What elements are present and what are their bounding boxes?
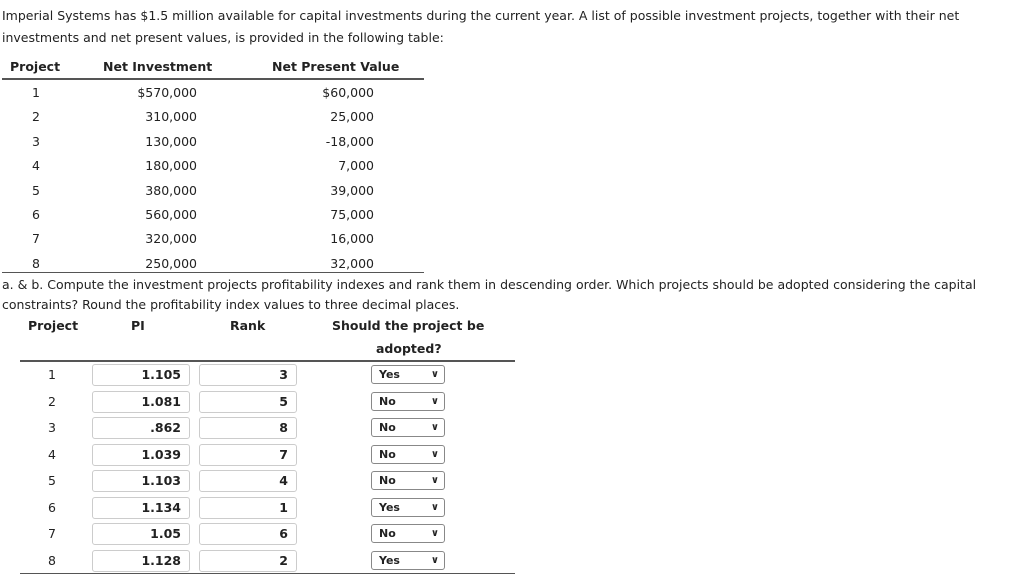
project-number: 8 [48, 552, 56, 568]
pi-input[interactable]: 1.103 [92, 470, 190, 492]
project-number: 8 [32, 255, 40, 271]
net-present-value: 75,000 [330, 207, 374, 222]
project-number: 1 [32, 85, 40, 100]
rank-input[interactable]: 8 [199, 417, 297, 439]
header-project: Project [10, 59, 61, 74]
net-present-value: 16,000 [330, 231, 374, 247]
project-number: 5 [32, 182, 40, 198]
pi-input[interactable]: 1.081 [92, 391, 190, 413]
net-present-value: $60,000 [322, 85, 374, 100]
adopt-select[interactable]: Yes ∨ [371, 551, 445, 570]
net-present-value: 39,000 [330, 182, 374, 198]
net-present-value: 7,000 [338, 158, 374, 174]
rank-input[interactable]: 1 [199, 497, 297, 519]
rank-input[interactable]: 4 [199, 470, 297, 492]
chevron-down-icon: ∨ [430, 528, 439, 539]
header-rank: Rank [230, 318, 266, 333]
question-text: a. & b. Compute the investment projects profitability indexes and rank them in descending order. Which projects should be adopted considering the capital constraints? Round the profitability index values to three decimal places. [2, 277, 977, 312]
adopt-select[interactable]: No ∨ [371, 471, 445, 490]
header-divider [20, 360, 515, 362]
project-number: 6 [48, 499, 56, 515]
intro-text: Imperial Systems has $1.5 million available for capital investments during the current year. A list of possible investment projects, together with their net investments and net present values, is provided in the following table: [2, 8, 960, 45]
chevron-down-icon: ∨ [430, 369, 439, 380]
project-number: 7 [32, 231, 40, 247]
table-bottom-divider [20, 573, 515, 574]
rank-input[interactable]: 2 [199, 550, 297, 572]
project-number: 6 [32, 207, 40, 222]
pi-input[interactable]: 1.134 [92, 497, 190, 519]
pi-input[interactable]: 1.05 [92, 523, 190, 545]
header-adopt: Should the project be [332, 318, 485, 333]
project-number: 1 [48, 367, 56, 382]
project-number: 3 [48, 420, 56, 435]
project-number: 4 [48, 446, 56, 462]
adopt-select[interactable]: No ∨ [371, 524, 445, 543]
chevron-down-icon: ∨ [430, 475, 439, 486]
chevron-down-icon: ∨ [430, 422, 439, 433]
chevron-down-icon: ∨ [430, 395, 439, 407]
adopt-select[interactable]: No ∨ [371, 392, 445, 411]
header-net-investment: Net Investment [103, 59, 213, 74]
project-number: 4 [32, 158, 40, 174]
pi-input[interactable]: 1.128 [92, 550, 190, 572]
net-investment: 130,000 [145, 133, 197, 149]
project-number: 5 [48, 473, 56, 488]
header-npv: Net Present Value [272, 59, 400, 74]
project-number: 3 [32, 133, 40, 149]
pi-input[interactable]: 1.105 [92, 364, 190, 386]
adopt-select[interactable]: Yes ∨ [371, 498, 445, 517]
chevron-down-icon: ∨ [430, 501, 439, 513]
adopt-select[interactable]: No ∨ [371, 445, 445, 464]
chevron-down-icon: ∨ [430, 448, 439, 460]
chevron-down-icon: ∨ [430, 554, 439, 566]
net-investment: 560,000 [145, 207, 197, 222]
pi-input[interactable]: 1.039 [92, 444, 190, 466]
header-adopt-2: adopted? [376, 341, 442, 356]
rank-input[interactable]: 5 [199, 391, 297, 413]
net-present-value: -18,000 [325, 133, 374, 149]
adopt-select[interactable]: No ∨ [371, 418, 445, 437]
rank-input[interactable]: 6 [199, 523, 297, 545]
header-pi: PI [131, 318, 145, 333]
net-present-value: 25,000 [330, 109, 374, 125]
net-investment: 380,000 [145, 182, 197, 198]
net-investment: 310,000 [145, 109, 197, 125]
net-investment: 180,000 [145, 158, 197, 174]
pi-input[interactable]: .862 [92, 417, 190, 439]
net-investment: $570,000 [137, 85, 197, 100]
rank-input[interactable]: 3 [199, 364, 297, 386]
project-number: 2 [32, 109, 40, 125]
project-number: 7 [48, 526, 56, 541]
net-investment: 320,000 [145, 231, 197, 247]
adopt-select[interactable]: Yes ∨ [371, 365, 445, 384]
header-project: Project [28, 318, 79, 333]
project-number: 2 [48, 393, 56, 409]
rank-input[interactable]: 7 [199, 444, 297, 466]
net-present-value: 32,000 [330, 255, 374, 271]
table-bottom-divider [2, 272, 424, 273]
header-divider [2, 78, 424, 80]
net-investment: 250,000 [145, 255, 197, 271]
